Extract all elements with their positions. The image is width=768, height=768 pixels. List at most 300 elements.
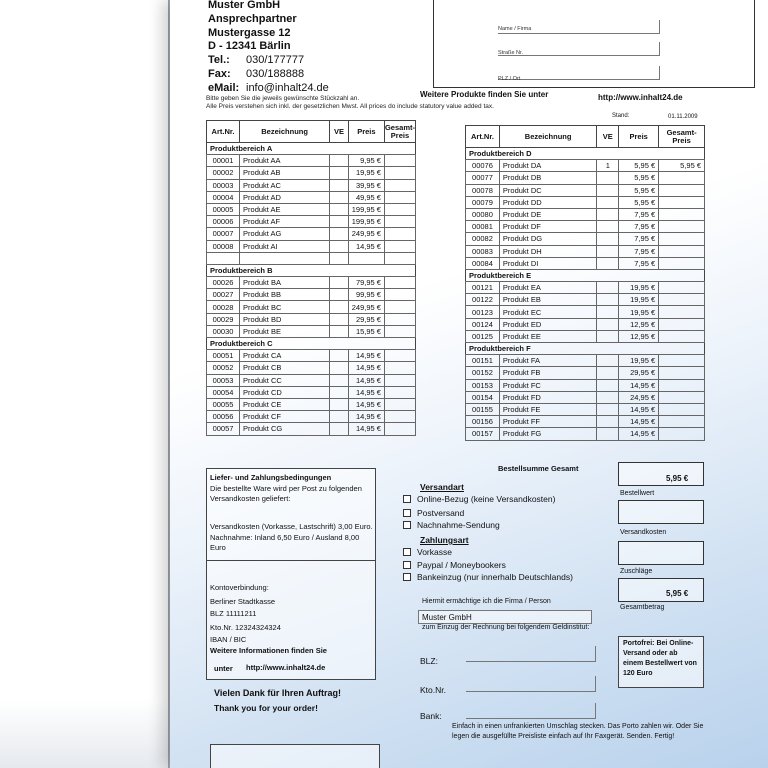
header-bezeichnung: Bezeichnung — [499, 126, 596, 148]
total-cell — [384, 252, 415, 264]
price-cell: 7,95 € — [619, 257, 659, 269]
price-cell: 12,95 € — [619, 330, 659, 342]
price-cell: 19,95 € — [619, 294, 659, 306]
artnr-cell: 00154 — [466, 391, 500, 403]
name-cell: Produkt FB — [499, 367, 596, 379]
gesamtbetrag-box[interactable] — [618, 578, 704, 602]
artnr-cell: 00080 — [466, 208, 500, 220]
table-row — [207, 240, 416, 252]
stand-label: Stand: — [612, 113, 630, 119]
ve-cell[interactable] — [330, 240, 349, 252]
table-row — [466, 306, 705, 318]
table-row — [466, 416, 705, 428]
note-quantity: Bitte geben Sie die jeweils gewünschte Stückzahl an. — [206, 95, 360, 102]
name-cell: Produkt CD — [240, 386, 330, 398]
name-cell: Produkt EA — [499, 282, 596, 294]
more-products-url[interactable]: http://www.inhalt24.de — [598, 93, 683, 102]
ve-cell[interactable] — [330, 289, 349, 301]
header-artnr: Art.Nr. — [466, 126, 500, 148]
price-cell: 99,95 € — [348, 289, 384, 301]
price-cell: 14,95 € — [348, 240, 384, 252]
total-cell — [384, 240, 415, 252]
table-row — [207, 301, 416, 313]
bank-ktonr: Kto.Nr. 12324324324 — [210, 623, 281, 632]
bank-field[interactable] — [466, 703, 596, 719]
artnr-cell: 00027 — [207, 289, 240, 301]
option-bankeinzug-label: Bankeinzug (nur innerhalb Deutschlands) — [417, 572, 573, 582]
total-cell — [659, 282, 705, 294]
authorize-text: Hiermit ermächtige ich die Firma / Person — [422, 598, 551, 605]
artnr-cell: 00054 — [207, 386, 240, 398]
firma-field[interactable]: Muster GmbH — [418, 610, 592, 624]
ve-cell[interactable] — [597, 208, 619, 220]
checkbox[interactable] — [403, 509, 411, 517]
name-cell: Produkt DF — [499, 221, 596, 233]
ve-cell[interactable] — [597, 172, 619, 184]
total-cell — [384, 216, 415, 228]
price-cell: 12,95 € — [619, 318, 659, 330]
conditions-text: Die bestellte Ware wird per Post zu folgenden Versandkosten geliefert: — [210, 484, 362, 503]
ve-cell[interactable] — [330, 374, 349, 386]
artnr-cell: 00084 — [466, 257, 500, 269]
name-cell: Produkt FE — [499, 403, 596, 415]
gesamtbetrag-value: 5,95 € — [666, 589, 689, 598]
artnr-cell: 00155 — [466, 403, 500, 415]
name-cell: Produkt AE — [240, 203, 330, 215]
sum-title: Bestellsumme Gesamt — [498, 464, 579, 473]
total-cell — [384, 386, 415, 398]
total-cell — [384, 362, 415, 374]
total-cell — [659, 196, 705, 208]
option-nachnahme-label: Nachnahme-Sendung — [417, 520, 500, 530]
total-cell — [384, 228, 415, 240]
table-row — [466, 196, 705, 208]
table-row — [466, 367, 705, 379]
artnr-cell: 00003 — [207, 179, 240, 191]
section-header-row — [207, 143, 416, 155]
table-row — [207, 228, 416, 240]
ve-cell[interactable] — [597, 428, 619, 440]
table-row — [466, 330, 705, 342]
name-cell: Produkt AI — [240, 240, 330, 252]
contact-person: Ansprechpartner — [208, 13, 297, 25]
total-cell — [384, 191, 415, 203]
total-cell — [384, 155, 415, 167]
product-table-right — [465, 125, 705, 441]
table-row — [207, 167, 416, 179]
blz-label: BLZ: — [420, 656, 438, 666]
table-row — [466, 184, 705, 196]
artnr-cell: 00002 — [207, 167, 240, 179]
artnr-cell: 00125 — [466, 330, 500, 342]
checkbox[interactable] — [403, 573, 411, 581]
price-cell: 49,95 € — [348, 191, 384, 203]
plz-label: PLZ / Ort — [498, 76, 521, 82]
section-header-row — [207, 264, 416, 276]
ve-cell[interactable] — [597, 403, 619, 415]
ve-cell[interactable] — [597, 391, 619, 403]
name-cell: Produkt CF — [240, 411, 330, 423]
price-cell: 14,95 € — [619, 403, 659, 415]
option-vorkasse[interactable] — [403, 547, 452, 557]
ve-cell[interactable] — [597, 318, 619, 330]
ve-cell[interactable] — [597, 196, 619, 208]
artnr-cell: 00079 — [466, 196, 500, 208]
name-cell: Produkt BE — [240, 325, 330, 337]
ve-cell[interactable] — [597, 379, 619, 391]
option-paypal[interactable] — [403, 560, 506, 570]
total-cell — [659, 245, 705, 257]
total-cell — [659, 257, 705, 269]
ve-cell[interactable] — [330, 179, 349, 191]
ve-cell[interactable] — [597, 306, 619, 318]
ve-cell[interactable] — [330, 325, 349, 337]
street-label: Straße Nr. — [498, 50, 524, 56]
ve-cell[interactable] — [330, 277, 349, 289]
price-cell — [348, 252, 384, 264]
artnr-cell: 00078 — [466, 184, 500, 196]
more-products-label: Weitere Produkte finden Sie unter — [420, 90, 549, 99]
bank-iban: IBAN / BIC — [210, 635, 247, 644]
ve-cell[interactable] — [330, 228, 349, 240]
table-row — [466, 391, 705, 403]
plz-field[interactable] — [498, 66, 660, 80]
name-cell: Produkt BA — [240, 277, 330, 289]
email-value[interactable]: info@inhalt24.de — [246, 82, 329, 94]
header-gesamt: Gesamt-Preis — [659, 126, 705, 148]
ve-cell[interactable] — [330, 252, 349, 264]
email-label: eMail: — [208, 82, 240, 94]
header-preis: Preis — [619, 126, 659, 148]
option-vorkasse-label: Vorkasse — [417, 547, 452, 557]
name-cell: Produkt AC — [240, 179, 330, 191]
price-cell: 24,95 € — [619, 391, 659, 403]
name-cell: Produkt CG — [240, 423, 330, 435]
table-row — [466, 355, 705, 367]
option-post[interactable] — [403, 508, 464, 518]
zuschlaege-label: Zuschläge — [620, 568, 653, 575]
ve-cell[interactable] — [597, 330, 619, 342]
artnr-cell: 00053 — [207, 374, 240, 386]
price-cell: 14,95 € — [348, 423, 384, 435]
gesamtbetrag-label: Gesamtbetrag — [620, 604, 665, 611]
ve-cell[interactable] — [330, 301, 349, 313]
ve-cell[interactable] — [597, 294, 619, 306]
total-cell — [659, 330, 705, 342]
unter-label: unter — [214, 664, 233, 673]
table-row — [466, 428, 705, 440]
price-cell: 14,95 € — [348, 411, 384, 423]
table-row — [466, 379, 705, 391]
ve-cell[interactable] — [330, 155, 349, 167]
total-cell — [384, 325, 415, 337]
phone-label: Tel.: — [208, 54, 230, 66]
versandkosten-label: Versandkosten — [620, 529, 667, 536]
artnr-cell: 00121 — [466, 282, 500, 294]
option-post-label: Postversand — [417, 508, 465, 518]
checkbox[interactable] — [403, 521, 411, 529]
section-title: Produktbereich B — [207, 264, 416, 276]
price-cell: 14,95 € — [619, 379, 659, 391]
total-cell — [659, 428, 705, 440]
table-row — [207, 374, 416, 386]
price-cell: 14,95 € — [348, 386, 384, 398]
artnr-cell: 00028 — [207, 301, 240, 313]
ve-cell[interactable] — [330, 362, 349, 374]
artnr-cell: 00005 — [207, 203, 240, 215]
bank-name: Berliner Stadtkasse — [210, 597, 276, 606]
artnr-cell: 00152 — [466, 367, 500, 379]
checkbox[interactable] — [403, 495, 411, 503]
ve-cell[interactable] — [597, 221, 619, 233]
price-cell: 15,95 € — [348, 325, 384, 337]
table-row — [207, 191, 416, 203]
total-cell — [384, 179, 415, 191]
name-cell: Produkt DH — [499, 245, 596, 257]
table-row — [466, 294, 705, 306]
divider — [206, 560, 376, 561]
name-cell: Produkt FA — [499, 355, 596, 367]
total-cell — [659, 416, 705, 428]
bestellwert-box[interactable] — [618, 462, 704, 486]
artnr-cell — [207, 252, 240, 264]
price-cell: 249,95 € — [348, 228, 384, 240]
section-header-row — [466, 148, 705, 160]
artnr-cell: 00153 — [466, 379, 500, 391]
name-cell: Produkt AG — [240, 228, 330, 240]
name-cell: Produkt DI — [499, 257, 596, 269]
section-header-row — [466, 269, 705, 281]
total-cell — [384, 167, 415, 179]
name-cell: Produkt EC — [499, 306, 596, 318]
header-bezeichnung: Bezeichnung — [240, 121, 330, 143]
ve-cell[interactable] — [597, 245, 619, 257]
ve-cell[interactable] — [330, 313, 349, 325]
table-row — [207, 423, 416, 435]
price-cell: 19,95 € — [619, 306, 659, 318]
option-online[interactable] — [403, 494, 555, 504]
background-shadow — [0, 700, 190, 768]
artnr-cell: 00151 — [466, 355, 500, 367]
versandkosten-box[interactable] — [618, 500, 704, 524]
checkbox[interactable] — [403, 561, 411, 569]
stand-date: 01.11.2009 — [668, 114, 698, 120]
price-cell: 29,95 € — [619, 367, 659, 379]
table-row — [466, 172, 705, 184]
table-row — [466, 160, 705, 172]
price-cell: 7,95 € — [619, 233, 659, 245]
price-cell: 5,95 € — [619, 172, 659, 184]
total-cell — [384, 313, 415, 325]
price-cell: 199,95 € — [348, 203, 384, 215]
artnr-cell: 00077 — [466, 172, 500, 184]
total-cell — [384, 301, 415, 313]
artnr-cell: 00081 — [466, 221, 500, 233]
ve-cell[interactable] — [330, 167, 349, 179]
table-row — [207, 216, 416, 228]
artnr-cell: 00156 — [466, 416, 500, 428]
bank-label: Bank: — [420, 711, 442, 721]
price-cell: 5,95 € — [619, 196, 659, 208]
artnr-cell: 00026 — [207, 277, 240, 289]
ve-cell[interactable] — [330, 411, 349, 423]
price-cell: 14,95 € — [348, 374, 384, 386]
product-table-left — [206, 120, 416, 436]
artnr-cell: 00122 — [466, 294, 500, 306]
option-paypal-label: Paypal / Moneybookers — [417, 560, 506, 570]
kto-label: Kto.Nr. — [420, 685, 446, 695]
header-gesamt: Gesamt-Preis — [384, 121, 415, 143]
ve-cell[interactable] — [330, 386, 349, 398]
section-title: Produktbereich E — [466, 269, 705, 281]
zahlungsart-title: Zahlungsart — [420, 535, 469, 545]
artnr-cell: 00007 — [207, 228, 240, 240]
ve-cell[interactable] — [597, 282, 619, 294]
artnr-cell: 00051 — [207, 350, 240, 362]
total-cell — [384, 411, 415, 423]
ve-cell[interactable] — [597, 233, 619, 245]
name-cell: Produkt DD — [499, 196, 596, 208]
price-cell: 5,95 € — [619, 160, 659, 172]
table-row — [466, 221, 705, 233]
section-header-row — [207, 338, 416, 350]
total-cell — [384, 289, 415, 301]
thanks-de: Vielen Dank für Ihren Auftrag! — [214, 688, 342, 698]
total-cell — [659, 318, 705, 330]
price-cell: 249,95 € — [348, 301, 384, 313]
zuschlaege-box[interactable] — [618, 541, 704, 565]
header-preis: Preis — [348, 121, 384, 143]
name-cell: Produkt DG — [499, 233, 596, 245]
artnr-cell: 00001 — [207, 155, 240, 167]
total-cell — [384, 374, 415, 386]
total-cell — [384, 203, 415, 215]
table-row — [207, 313, 416, 325]
name-cell: Produkt ED — [499, 318, 596, 330]
total-cell — [659, 294, 705, 306]
artnr-cell: 00055 — [207, 398, 240, 410]
ve-cell[interactable] — [330, 203, 349, 215]
name-cell: Produkt CA — [240, 350, 330, 362]
table-row — [207, 277, 416, 289]
total-cell — [659, 391, 705, 403]
ve-cell[interactable] — [330, 423, 349, 435]
artnr-cell: 00052 — [207, 362, 240, 374]
name-cell: Produkt BC — [240, 301, 330, 313]
note-vat: Alle Preis verstehen sich inkl. der gesetzlichen Mwst. All prices do include statutory value added tax. — [206, 103, 494, 110]
price-cell: 19,95 € — [619, 282, 659, 294]
artnr-cell: 00029 — [207, 313, 240, 325]
name-cell: Produkt EE — [499, 330, 596, 342]
blz-field[interactable] — [466, 646, 596, 662]
total-cell — [659, 233, 705, 245]
ve-cell[interactable]: 1 — [597, 160, 619, 172]
ve-cell[interactable] — [597, 257, 619, 269]
price-cell: 7,95 € — [619, 245, 659, 257]
total-cell — [659, 172, 705, 184]
kto-field[interactable] — [466, 676, 596, 692]
price-cell: 7,95 € — [619, 208, 659, 220]
name-cell: Produkt AF — [240, 216, 330, 228]
fax-label: Fax: — [208, 68, 231, 80]
name-cell: Produkt AD — [240, 191, 330, 203]
price-cell: 14,95 € — [348, 398, 384, 410]
section-title: Produktbereich C — [207, 338, 416, 350]
fax-line — [208, 68, 304, 81]
table-row — [207, 155, 416, 167]
name-cell: Produkt CB — [240, 362, 330, 374]
artnr-cell: 00083 — [466, 245, 500, 257]
table-row — [207, 289, 416, 301]
name-cell: Produkt FC — [499, 379, 596, 391]
conditions-url[interactable]: http://www.inhalt24.de — [246, 663, 326, 672]
name-cell: Produkt DB — [499, 172, 596, 184]
total-cell — [384, 350, 415, 362]
checkbox[interactable] — [403, 548, 411, 556]
fax-value: 030/188888 — [246, 68, 305, 80]
envelope-note: Einfach in einen unfrankierten Umschlag stecken. Das Porto zahlen wir. Oder Sie legen die ausgefüllte Preisliste einfach auf Ihr Faxgerät. Senden. Fertig! — [452, 723, 704, 740]
ve-cell[interactable] — [330, 191, 349, 203]
header-ve: VE — [330, 121, 349, 143]
table-row — [466, 208, 705, 220]
total-cell — [659, 355, 705, 367]
name-label: Name / Firma — [498, 26, 532, 32]
ve-cell[interactable] — [597, 355, 619, 367]
name-cell: Produkt AB — [240, 167, 330, 179]
name-cell: Produkt DA — [499, 160, 596, 172]
portofrei-note: Portofrei: Bei Online-Versand oder ab einem Bestellwert von 120 Euro — [618, 636, 704, 688]
total-cell — [659, 379, 705, 391]
header-artnr: Art.Nr. — [207, 121, 240, 143]
name-cell: Produkt BB — [240, 289, 330, 301]
price-cell: 14,95 € — [348, 350, 384, 362]
price-cell: 29,95 € — [348, 313, 384, 325]
price-cell: 14,95 € — [619, 416, 659, 428]
section-title: Produktbereich D — [466, 148, 705, 160]
table-row — [207, 252, 416, 264]
total-cell — [659, 208, 705, 220]
ve-cell[interactable] — [330, 216, 349, 228]
ve-cell[interactable] — [597, 416, 619, 428]
name-cell: Produkt FD — [499, 391, 596, 403]
option-bankeinzug[interactable] — [403, 572, 573, 582]
total-cell — [659, 184, 705, 196]
table-row — [207, 398, 416, 410]
price-cell: 7,95 € — [619, 221, 659, 233]
versandart-title: Versandart — [420, 482, 464, 492]
artnr-cell: 00030 — [207, 325, 240, 337]
price-cell: 79,95 € — [348, 277, 384, 289]
bank-blz: BLZ 11111211 — [210, 609, 257, 618]
price-cell: 39,95 € — [348, 179, 384, 191]
name-cell — [240, 252, 330, 264]
signature-box[interactable] — [210, 744, 380, 768]
artnr-cell: 00008 — [207, 240, 240, 252]
total-cell: 5,95 € — [659, 160, 705, 172]
total-cell — [659, 403, 705, 415]
ve-cell[interactable] — [330, 350, 349, 362]
total-cell — [659, 221, 705, 233]
phone-value: 030/177777 — [246, 54, 305, 66]
ve-cell[interactable] — [330, 398, 349, 410]
company-city: D - 12341 Bärlin — [208, 40, 291, 52]
option-nachnahme[interactable] — [403, 520, 500, 530]
company-street: Mustergasse 12 — [208, 27, 291, 39]
ve-cell[interactable] — [597, 184, 619, 196]
ve-cell[interactable] — [597, 367, 619, 379]
price-cell: 199,95 € — [348, 216, 384, 228]
table-row — [207, 350, 416, 362]
